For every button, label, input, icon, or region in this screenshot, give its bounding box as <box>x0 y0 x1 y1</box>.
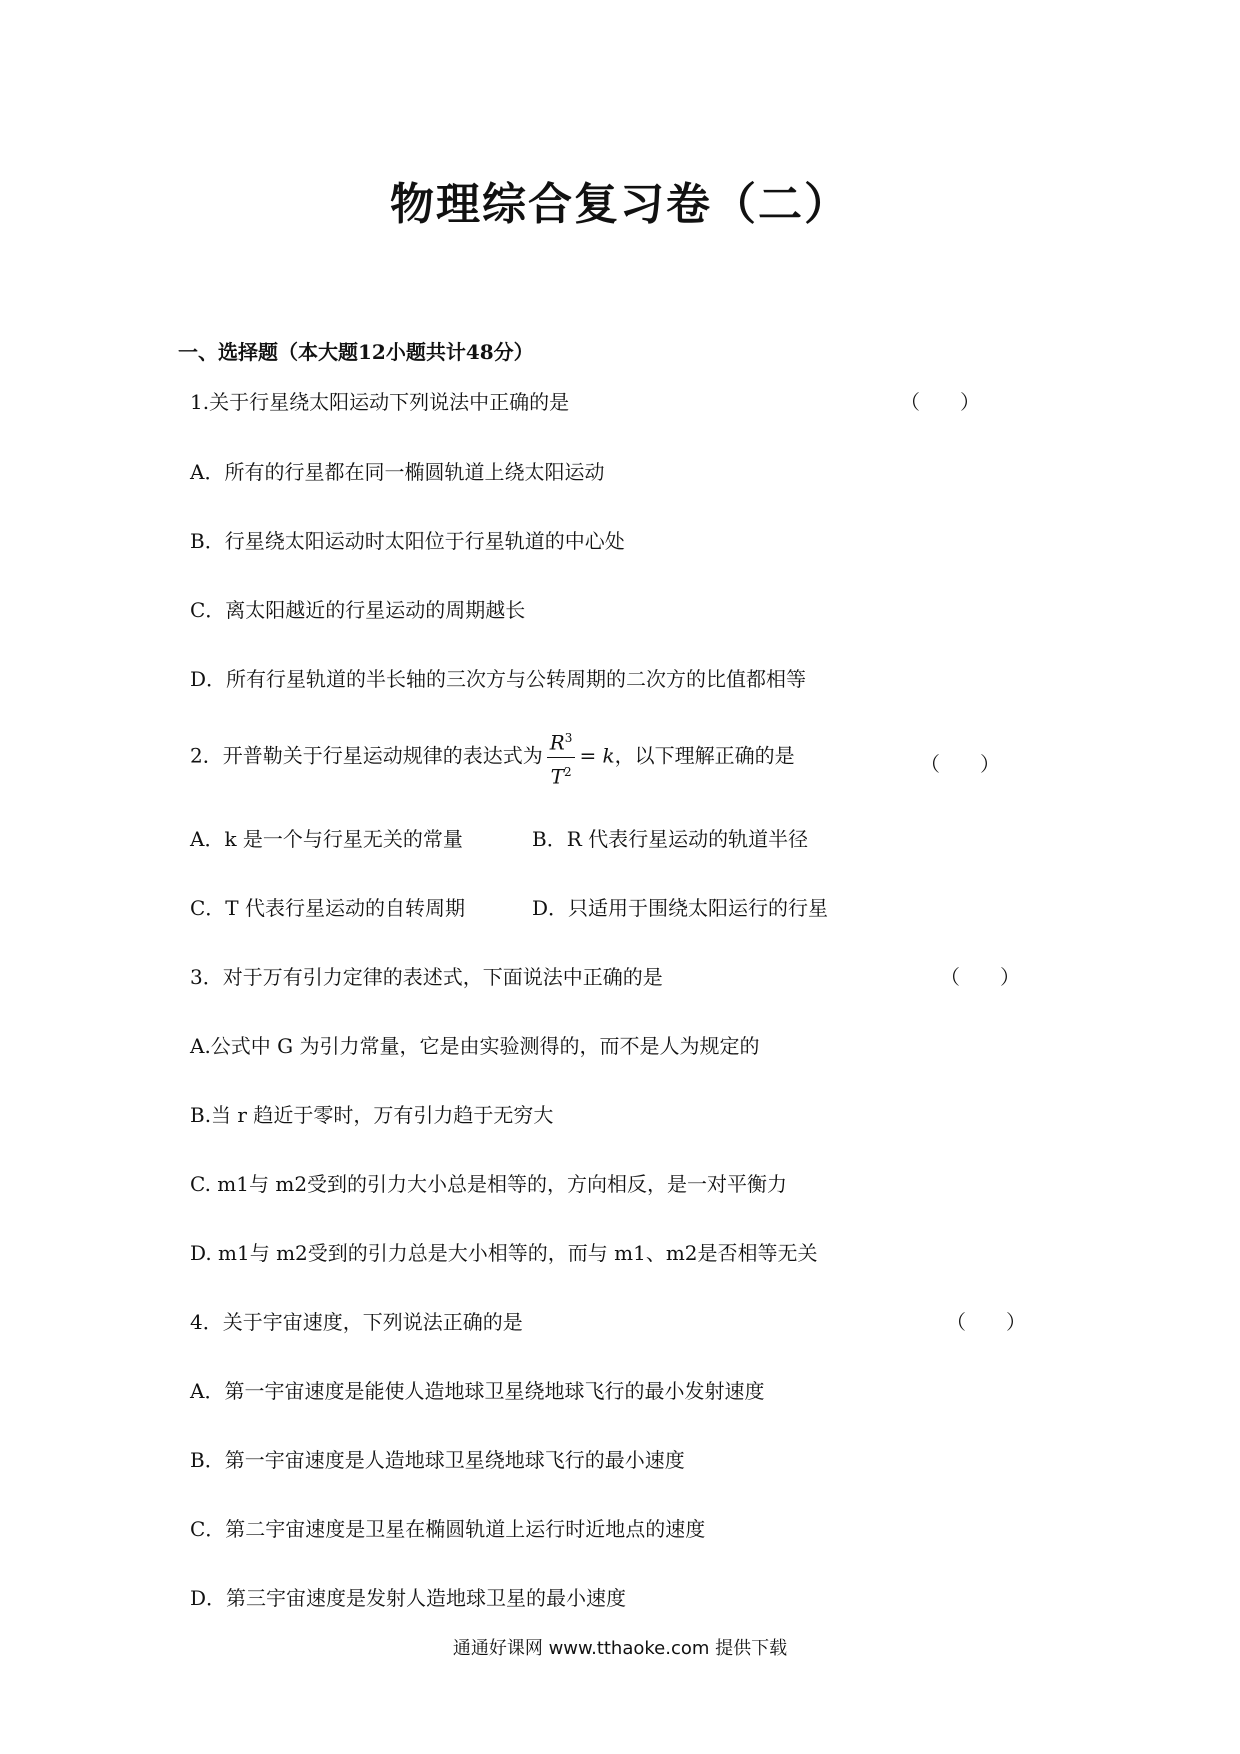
q4-option-a: A．第一宇宙速度是能使人造地球卫星绕地球飞行的最小发射速度 <box>190 1379 765 1403</box>
q1-option-d: D．所有行星轨道的半长轴的三次方与公转周期的二次方的比值都相等 <box>190 667 807 691</box>
formula-denominator: T <box>550 764 564 789</box>
q1-answer-bracket: （ ） <box>900 390 980 414</box>
q2-option-c: C．T 代表行星运动的自转周期 <box>190 896 465 920</box>
q4-answer-bracket: （ ） <box>946 1310 1026 1334</box>
q2-option-b: B．R 代表行星运动的轨道半径 <box>532 827 809 851</box>
q2-option-a: A．k 是一个与行星无关的常量 <box>190 827 463 851</box>
q2-option-d: D．只适用于围绕太阳运行的行星 <box>532 896 829 920</box>
q3-option-b: B.当 r 趋近于零时，万有引力趋于无穷大 <box>190 1103 554 1127</box>
formula-rhs: = k <box>579 743 615 768</box>
q2-stem-after: ，以下理解正确的是 <box>614 743 795 768</box>
q1-option-a: A．所有的行星都在同一椭圆轨道上绕太阳运动 <box>190 460 605 484</box>
kepler-formula <box>547 726 576 788</box>
q1-stem: 1.关于行星绕太阳运动下列说法中正确的是 <box>190 390 570 414</box>
q1-option-c: C．离太阳越近的行星运动的周期越长 <box>190 598 526 622</box>
page-footer: 通通好课网 www.tthaoke.com 提供下载 <box>452 1638 788 1659</box>
formula-numerator: R <box>549 730 565 755</box>
q4-option-b: B．第一宇宙速度是人造地球卫星绕地球飞行的最小速度 <box>190 1448 685 1472</box>
q2-stem-before: 2．开普勒关于行星运动规律的表达式为 <box>190 743 543 768</box>
q4-option-c: C．第二宇宙速度是卫星在椭圆轨道上运行时近地点的速度 <box>190 1517 706 1541</box>
q3-option-a: A.公式中 G 为引力常量，它是由实验测得的，而不是人为规定的 <box>190 1034 760 1058</box>
q4-option-d: D．第三宇宙速度是发射人造地球卫星的最小速度 <box>190 1586 627 1610</box>
page-title: 物理综合复习卷（二） <box>390 179 850 230</box>
q2-stem <box>190 726 795 788</box>
formula-denominator-exp: 2 <box>563 764 572 779</box>
q1-option-b: B．行星绕太阳运动时太阳位于行星轨道的中心处 <box>190 529 625 553</box>
q3-option-d: D. m1与 m2受到的引力总是大小相等的，而与 m1、m2是否相等无关 <box>190 1241 818 1265</box>
q4-stem: 4．关于宇宙速度，下列说法正确的是 <box>190 1310 523 1334</box>
formula-numerator-exp: 3 <box>564 731 573 745</box>
q3-answer-bracket: （ ） <box>940 965 1020 989</box>
q2-answer-bracket: （ ） <box>920 752 1000 776</box>
q3-option-c: C. m1与 m2受到的引力大小总是相等的，方向相反，是一对平衡力 <box>190 1172 788 1196</box>
section-heading: 一、选择题（本大题12小题共计48分） <box>178 340 534 364</box>
q3-stem: 3．对于万有引力定律的表述式，下面说法中正确的是 <box>190 965 663 989</box>
